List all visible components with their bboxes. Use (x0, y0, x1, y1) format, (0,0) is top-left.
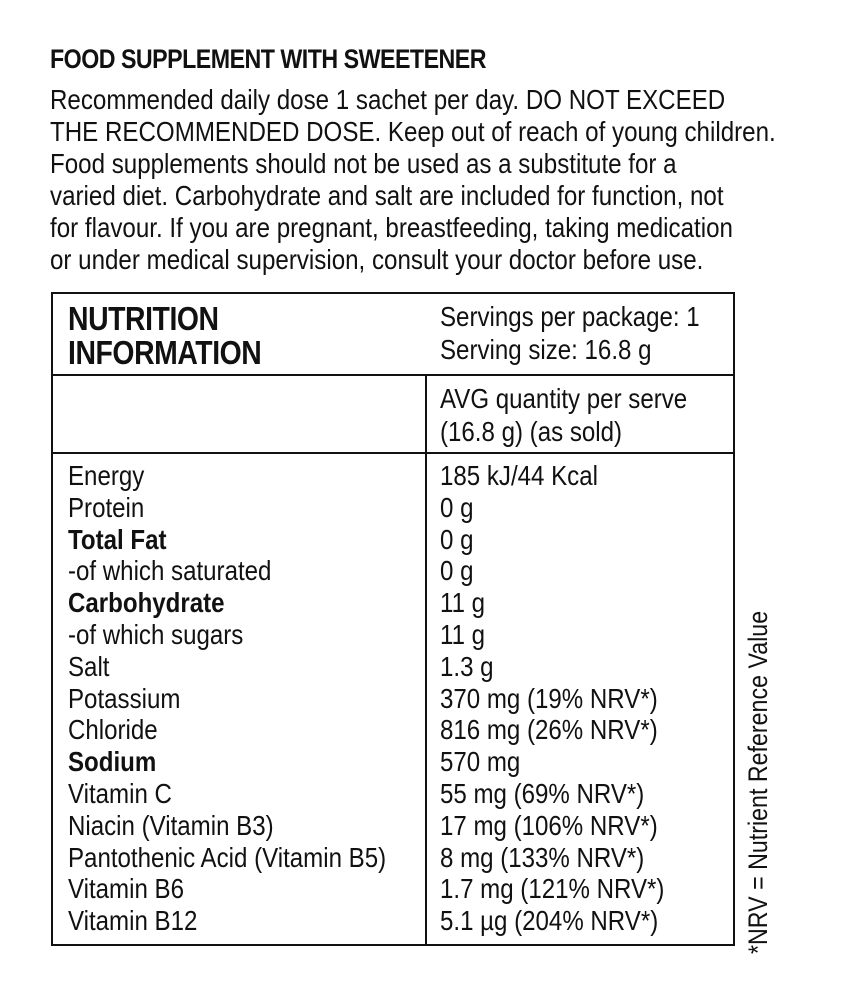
heading-line: INFORMATION (68, 334, 262, 371)
nutrient-name: Chloride (68, 714, 158, 746)
product-title: FOOD SUPPLEMENT WITH SWEETENER (50, 44, 487, 74)
nrv-footnote (743, 555, 773, 954)
nutrient-name: Pantothenic Acid (Vitamin B5) (68, 841, 387, 873)
column-header-line: (16.8 g) (as sold) (440, 416, 623, 447)
column-divider (425, 376, 427, 944)
servings-per-package: Servings per package: 1 (440, 301, 700, 332)
nutrient-value: 1.3 g (440, 650, 494, 682)
header-divider (53, 374, 733, 376)
nutrient-value: 17 mg (106% NRV*) (440, 809, 658, 841)
nutrition-heading (68, 302, 261, 370)
usage-warning (50, 84, 776, 276)
nutrient-value: 1.7 mg (121% NRV*) (440, 873, 665, 905)
nutrient-name: Niacin (Vitamin B3) (68, 809, 274, 841)
nutrient-name: Energy (68, 460, 145, 491)
nutrient-name: Carbohydrate (68, 587, 225, 619)
nutrient-value: 816 mg (26% NRV*) (440, 714, 658, 746)
nutrient-name: Vitamin C (68, 777, 172, 809)
serving-size: Serving size: 16.8 g (440, 334, 652, 365)
nutrient-value: 185 kJ/44 Kcal (440, 460, 598, 491)
nutrient-value: 11 g (440, 587, 486, 619)
nutrient-value: 11 g (440, 618, 486, 650)
nutrient-name: Potassium (68, 682, 181, 714)
nutrient-value: 0 g (440, 523, 474, 555)
column-header (440, 382, 687, 448)
nutrient-value: 570 mg (440, 746, 521, 778)
nutrient-name: -of which saturated (68, 555, 272, 587)
nutrient-name: Total Fat (68, 523, 167, 555)
column-header-line: AVG quantity per serve (440, 383, 688, 414)
nutrient-value: 370 mg (19% NRV*) (440, 682, 658, 714)
warning-line: THE RECOMMENDED DOSE. Keep out of reach of young children. (50, 116, 776, 147)
nutrient-name: -of which sugars (68, 618, 244, 650)
footnote-text: *NRV = Nutrient Reference Value (743, 610, 773, 954)
nutrient-name: Sodium (68, 746, 157, 778)
serving-info (440, 300, 700, 366)
heading-line: NUTRITION (68, 300, 219, 337)
nutrition-panel (51, 292, 735, 946)
nutrient-value: 55 mg (69% NRV*) (440, 777, 645, 809)
column-header-divider (53, 452, 733, 454)
warning-line: Recommended daily dose 1 sachet per day. DO NOT EXCEED (50, 84, 726, 115)
warning-line: or under medical supervision, consult your doctor before use. (50, 244, 704, 275)
nutrient-name: Vitamin B6 (68, 873, 185, 905)
nutrient-name: Vitamin B12 (68, 905, 198, 937)
nutrient-names (68, 460, 386, 937)
warning-line: for flavour. If you are pregnant, breastfeeding, taking medication (50, 212, 733, 243)
nutrient-name: Protein (68, 491, 145, 523)
nutrient-value: 8 mg (133% NRV*) (440, 841, 645, 873)
warning-line: Food supplements should not be used as a substitute for a (50, 148, 677, 179)
nutrient-values (440, 460, 664, 937)
nutrient-value: 0 g (440, 555, 474, 587)
nutrient-value: 5.1 µg (204% NRV*) (440, 905, 659, 937)
nutrient-value: 0 g (440, 491, 474, 523)
warning-line: varied diet. Carbohydrate and salt are included for function, not (50, 180, 724, 211)
nutrient-name: Salt (68, 650, 110, 682)
